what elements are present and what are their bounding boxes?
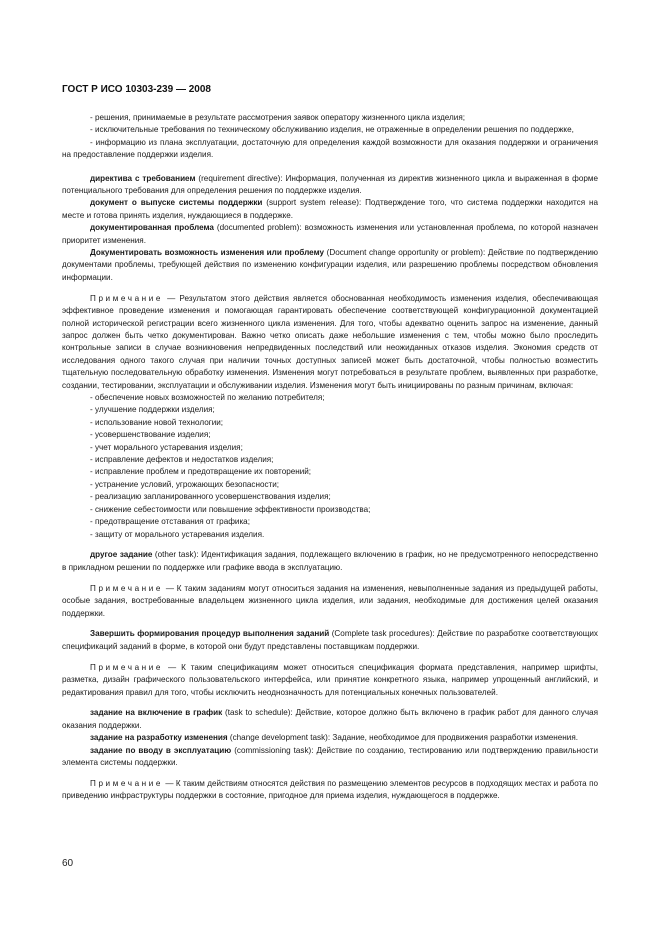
note-label: Примечание	[90, 779, 164, 788]
note-text: — К таким заданиям могут относиться задания на изменения, невыполненные задания из предыдущей работы, особые задания, востребованные владельцем жизненного цикла изделия, или задания, необходимые для достижения целей оказания поддержки.	[62, 583, 598, 618]
definition-text: (support system release): Подтверждение того, что система поддержки находится на месте и готова принять изделия, нуждающиеся в поддержке.	[62, 198, 598, 220]
term: документ о выпуске системы поддержки	[90, 198, 263, 208]
definition-text: (Complete task procedures): Действие по разработке соответствующих спецификаций заданий в форме, в которой они будут представлены поставщикам поддержки.	[62, 629, 598, 651]
term: другое задание	[90, 550, 153, 560]
definition-other-task	[62, 549, 598, 574]
note-text: — К таким спецификациям может относиться спецификация формата представления, например шрифты, разметка, дизайн графического пользовательского интерфейса, или принятие конкретного языка, например упрощенный английский, и редактирования правил для того, чтобы исключить неоднозначность для потенциальных конечных пользователей.	[62, 662, 598, 697]
list-item: - усовершенствование изделия;	[90, 430, 211, 440]
definition-commissioning-task	[62, 745, 598, 770]
list-item: - реализацию запланированного усовершенствования изделия;	[90, 492, 331, 502]
definition-text: (Document change opportunity or problem): Действие по подтверждению документами проблемы, требующей действия по изменению конфигурации изделия, или разрешению проблемы посредством обновления информации.	[62, 248, 598, 282]
definition-complete-task-procedures	[62, 628, 598, 653]
note-1	[62, 293, 598, 392]
list-item: - исправление дефектов и недостатков изделия;	[90, 455, 274, 465]
note-2	[62, 583, 598, 620]
term: Документировать возможность изменения или проблему	[90, 248, 324, 258]
definition-text: (other task): Идентификация задания, подлежащего включению в график, но не предусмотренного непосредственно в прикладном решении по поддержке или графике ввода в эксплуатацию.	[62, 550, 598, 572]
term: задание на включение в график	[90, 708, 223, 718]
term: задание на разработку изменения	[90, 733, 228, 743]
term: документированная проблема	[90, 223, 214, 233]
list-item: - исправление проблем и предотвращение их повторений;	[90, 467, 312, 477]
note-label: Примечание	[90, 662, 164, 672]
list-item: - устранение условий, угрожающих безопасности;	[90, 479, 280, 489]
definition-text: (task to schedule): Действие, которое должно быть включено в график работ для данного случая оказания поддержки.	[62, 708, 598, 730]
definition-change-development-task	[62, 732, 598, 744]
note-label: Примечание	[90, 583, 164, 593]
definition-text: (commissioning task): Действие по созданию, тестированию или подтверждению правильности элемента системы поддержки.	[62, 745, 598, 768]
list-item: - предотвращение отставания от графика;	[90, 517, 250, 527]
definition-support-system-release	[62, 197, 598, 222]
note-4	[62, 778, 598, 803]
list-item: - снижение себестоимости или повышение эффективности производства;	[90, 504, 371, 514]
intro-item: - информацию из плана эксплуатации, достаточную для определения каждой возможности для оказания поддержки и ограничения на предоставление поддержки изделия.	[62, 137, 598, 160]
definition-text: (change development task): Задание, необходимое для продвижения разработки изменения.	[227, 733, 578, 743]
definition-task-to-schedule	[62, 707, 598, 732]
note-label: Примечание	[90, 293, 164, 303]
definition-text: (requirement directive): Информация, полученная из директив жизненного цикла и выраженная в форме потенциального требования для определения решения по поддержке изделия.	[62, 173, 598, 196]
document-header: ГОСТ Р ИСО 10303-239 — 2008	[62, 84, 211, 95]
list-item: - защиту от морального устаревания изделия.	[90, 529, 265, 539]
term: задание по вводу в эксплуатацию	[90, 745, 232, 755]
list-item: - обеспечение новых возможностей по желанию потребителя;	[90, 393, 325, 403]
note-3	[62, 662, 598, 699]
list-item: - улучшение поддержки изделия;	[90, 405, 215, 415]
note-text: — Результатом этого действия является обоснованная необходимость изменения изделия, обеспечивающая эффективное проведение изменения и помогающая гарантировать обеспечение соответствующей конфигурационной документацией полной исторической регистрации всего жизненного цикла изменения. Для того, чтобы адекватно оценить запрос на изменение, данный запрос должен быть четко документирован. Важно четко описать даже небольшие изменения с тем, чтобы можно было проследить контрольные записи в случае возникновения непредвиденных последствий или неожиданных отказов изделия. Экономия средств от исследования одного такого случая при наличии точных доступных записей может быть достаточной, чтобы полностью возместить тщательную последовательную обработку изменения. Изменения могут потребоваться в результате проблем, выявленных при разработке, создании, тестировании, эксплуатации и обслуживании изделия. Изменения могут быть инициированы по разным причинам, включая:	[62, 293, 598, 390]
reasons-list	[62, 392, 598, 541]
note-text: — К таким действиям относятся действия по размещению элементов ресурсов в подходящих местах и работа по приведению инфраструктуры поддержки в состояние, пригодное для приема изделия, нуждающегося в поддержке.	[62, 779, 598, 801]
definition-requirement-directive	[62, 173, 598, 198]
intro-item: - решения, принимаемые в результате рассмотрения заявок оператору жизненного цикла изделия;	[90, 113, 465, 122]
document-body	[62, 112, 598, 803]
definition-text: (documented problem): возможность изменения или установленная проблема, по которой назначен приоритет изменения.	[62, 223, 599, 245]
page-number: 60	[62, 858, 74, 869]
term: директива с требованием	[90, 173, 196, 183]
definition-documented-problem	[62, 222, 598, 247]
intro-item: - исключительные требования по техническому обслуживанию изделия, не отраженные в определении решения по поддержке,	[90, 125, 574, 135]
list-item: - учет морального устаревания изделия;	[90, 442, 243, 452]
definition-document-change	[62, 247, 598, 284]
term: Завершить формирования процедур выполнения заданий	[90, 629, 330, 639]
list-item: - использование новой технологии;	[90, 417, 224, 427]
